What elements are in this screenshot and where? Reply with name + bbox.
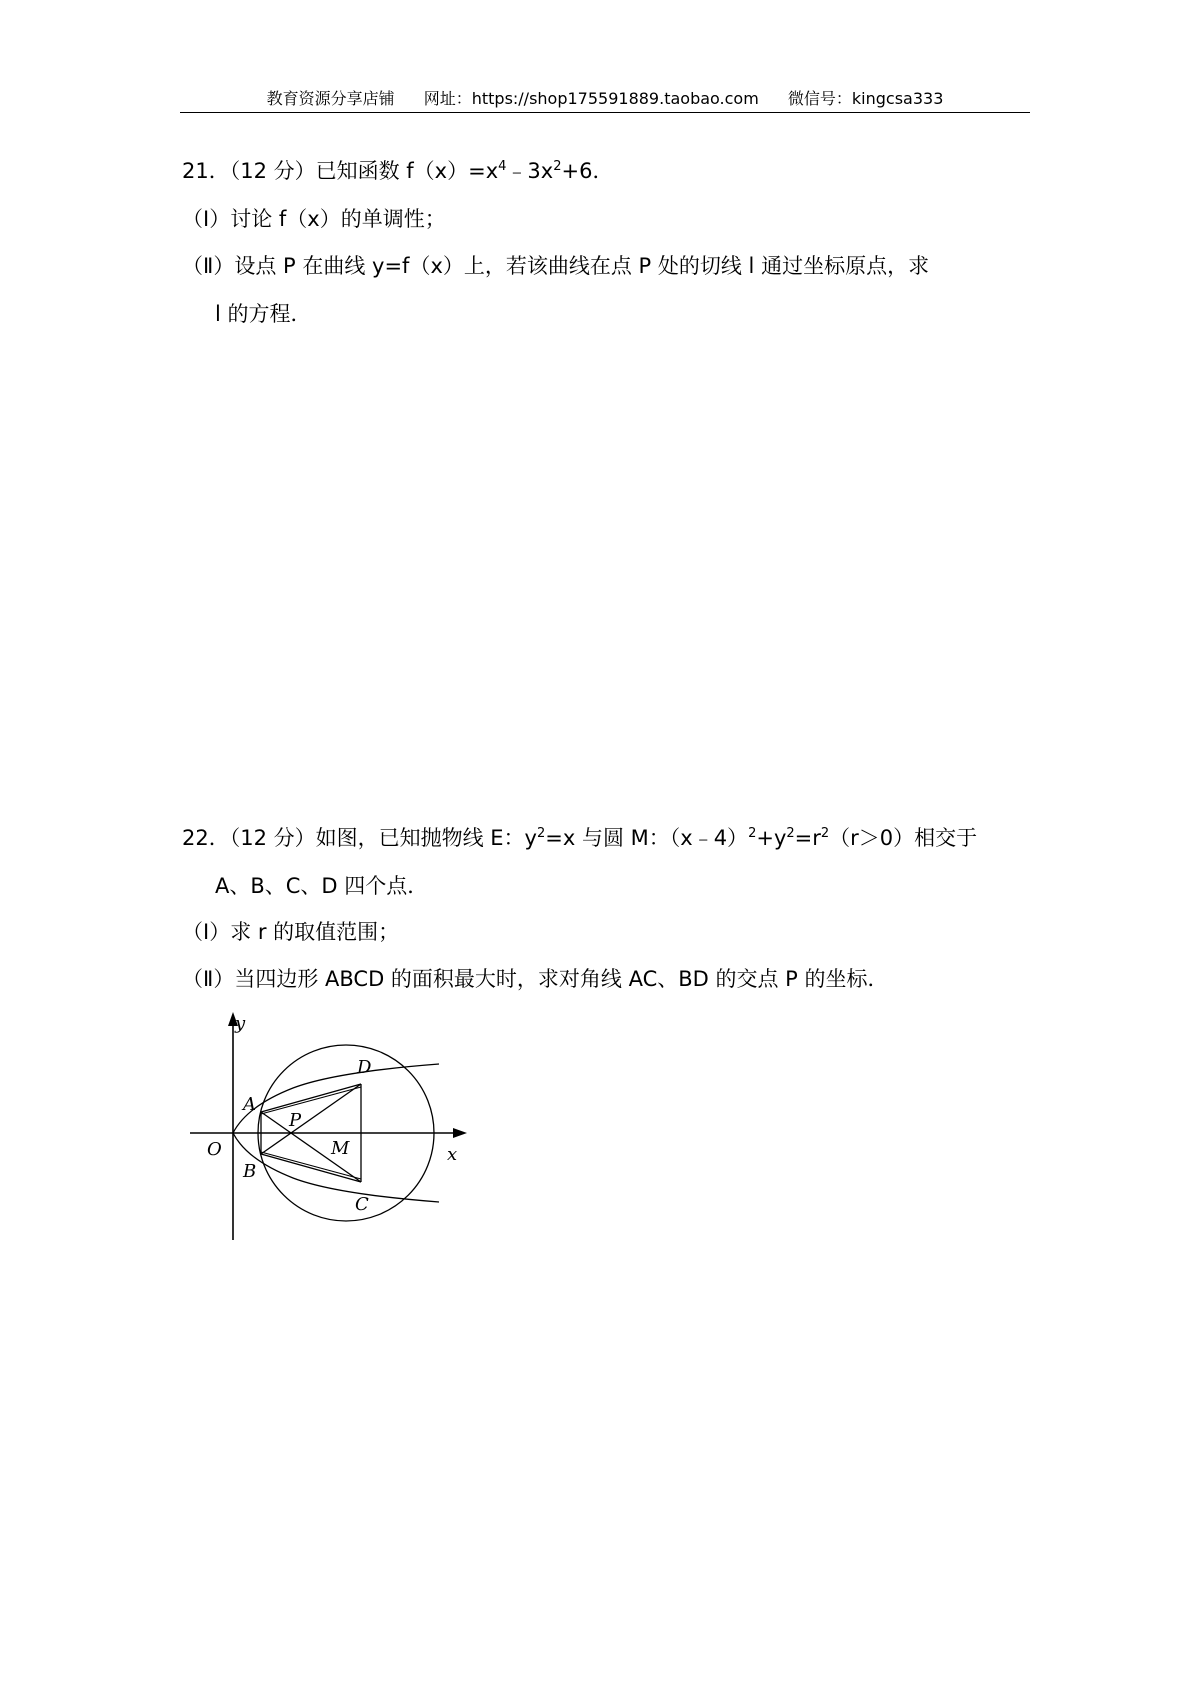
label-y: y	[235, 1013, 246, 1034]
q22-part1: （Ⅰ）求 r 的取值范围；	[182, 920, 400, 944]
label-p: P	[289, 1110, 302, 1131]
parabola-circle-figure	[185, 1010, 475, 1250]
label-x: x	[447, 1144, 458, 1165]
label-b: B	[243, 1161, 257, 1182]
q21-part2-cont: l 的方程．	[215, 302, 312, 326]
q22-title: 22．（12 分）如图，已知抛物线 E：$y^2=x$ 与圆 M：$(x﹣4)^2+y^2=r^2(r>0)$相交于	[182, 826, 978, 850]
label-d: D	[357, 1057, 372, 1078]
label-c: C	[355, 1194, 369, 1215]
label-a: A	[243, 1094, 256, 1115]
header-wechat: 微信号：kingcsa333	[787, 89, 944, 108]
label-o: O	[207, 1139, 222, 1160]
q22-part2: （Ⅱ）当四边形 ABCD 的面积最大时，求对角线 AC、BD 的交点 P 的坐标．	[182, 967, 889, 991]
page-header	[180, 85, 1030, 113]
x-axis-arrow	[453, 1128, 467, 1138]
header-rule	[180, 112, 1030, 113]
segment-ad	[261, 1084, 361, 1112]
header-url: 网址：https://shop175591889.taobao.com	[423, 89, 759, 108]
header-shop: 教育资源分享店铺	[266, 89, 395, 108]
q22-title-cont: A、B、C、D 四个点．	[215, 874, 429, 898]
segment-ad-inner	[261, 1087, 361, 1114]
q21-title: 21．（12 分）已知函数 $f(x)=x^4﹣3x^2+6$．	[182, 159, 614, 183]
label-m: M	[331, 1138, 350, 1159]
q21-part1: （Ⅰ）讨论 f（x）的单调性；	[182, 207, 446, 231]
q21-part2: （Ⅱ）设点 P 在曲线 y=f（x）上，若该曲线在点 P 处的切线 l 通过坐标原点，求	[182, 254, 930, 278]
